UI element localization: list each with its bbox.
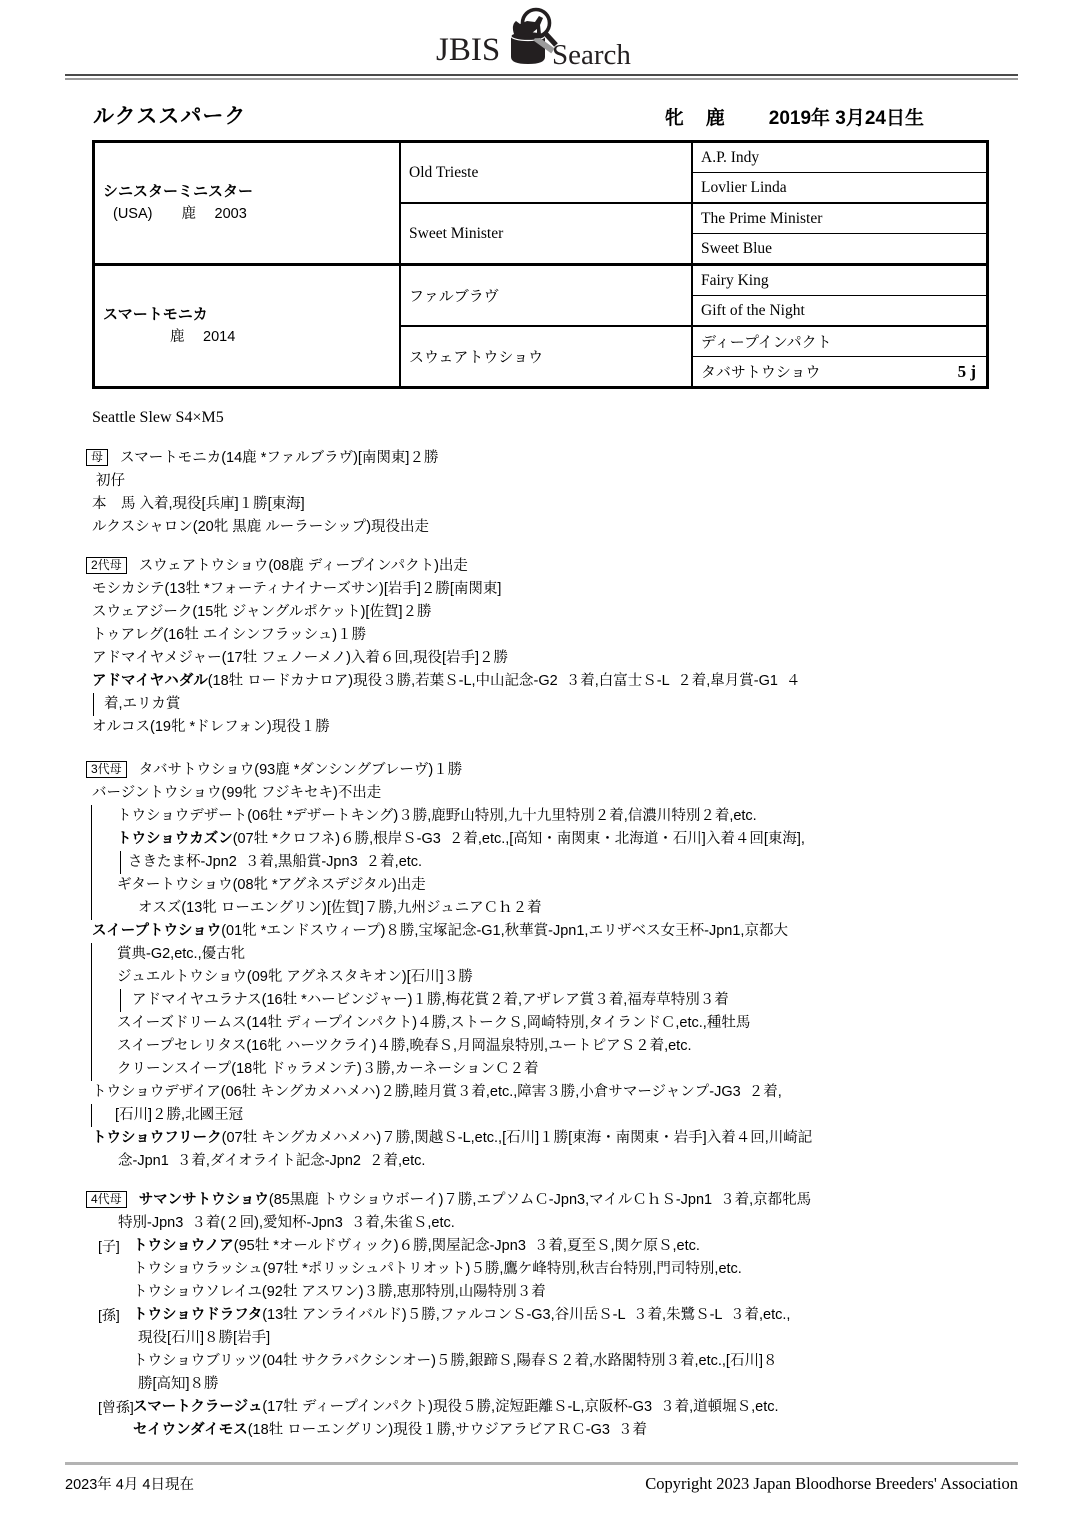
pedigree-line — [86, 1081, 1018, 1104]
line-text: オスズ(13牝 ローエングリン)[佐賀]７勝,九州ジュニアＣｈ２着 — [138, 900, 542, 916]
pedigree-line — [86, 759, 1018, 782]
pedigree-line — [86, 1212, 1018, 1235]
line-text: 本 馬 入着,現役[兵庫]１勝[東海] — [92, 496, 305, 512]
pedigree-line — [86, 1035, 1018, 1058]
page-footer — [65, 1462, 1018, 1494]
line-text: 賞典-G2,etc.,優古牝 — [117, 946, 246, 962]
pedigree-line — [86, 943, 1018, 966]
title-row — [93, 100, 990, 130]
granddam-group — [401, 325, 986, 386]
line-text: (07牡 *クロフネ)６勝,根岸Ｓ-G3 ２着,etc.,[高知・南関東・北海道・石川]入着４回[東海], — [232, 831, 805, 847]
horse-name-title: ルクススパーク — [93, 105, 247, 128]
relation-label: [子] — [98, 1238, 120, 1254]
tree-connector-bar — [91, 1012, 92, 1035]
pedigree-cell: ディープインパクト — [701, 334, 832, 351]
line-text: ルクスシャロン(20牝 黒鹿 ルーラーシップ)現役出走 — [92, 519, 430, 535]
pedigree-line — [86, 447, 1018, 470]
pedigree-line — [86, 1012, 1018, 1035]
dam-info: 鹿 2014 — [170, 329, 236, 345]
pedigree-line — [86, 670, 1018, 693]
line-text: [石川]２勝,北國王冠 — [115, 1107, 244, 1123]
tree-connector-bar — [91, 897, 92, 920]
line-text: モシカシテ(13牡 *フォーティナイナーズサン)[岩手]２勝[南関東] — [92, 581, 502, 597]
section-label: 4代母 — [86, 1191, 127, 1208]
section-mother — [86, 447, 1018, 539]
logo-jbis-text: JBIS — [436, 32, 501, 68]
horse-name-bold: スイープトウショウ — [92, 923, 222, 939]
birth-date: 2019年 3月24日生 — [768, 108, 924, 129]
horse-name-bold: トウショウカズン — [117, 831, 233, 847]
sire-info: (USA) 鹿 2003 — [113, 206, 247, 222]
line-text: アドマイヤユラナス(16牡 *ハービンジャー)１勝,梅花賞２着,アザレア賞３着,福寿草特別３着 — [132, 992, 729, 1008]
line-text: スイーズドリームス(14牡 ディープインパクト)４勝,ストークＳ,岡崎特別,タイランドＣ,etc.,種牡馬 — [117, 1015, 751, 1031]
tree-connector-bar — [91, 989, 92, 1012]
sire-name: シニスターミニスター — [103, 183, 254, 200]
horse-name-bold: スマートクラージュ — [133, 1399, 263, 1415]
pedigree-cell: Lovlier Linda — [701, 178, 787, 196]
pedigree-sections — [86, 447, 1018, 1442]
sire-block — [95, 143, 986, 263]
sex-label: 牝 — [664, 108, 684, 129]
inbreeding-note: Seattle Slew S4×M5 — [92, 409, 224, 426]
pedigree-cell: タバサトウショウ — [701, 364, 821, 381]
grandsire-group — [401, 143, 986, 202]
pedigree-cell-granddam: Sweet Minister — [401, 204, 693, 263]
pedigree-line — [86, 1373, 1018, 1396]
pedigree-line — [86, 1304, 1018, 1327]
line-text: (85黒鹿 トウショウボーイ)７勝,エプソムＣ-Jpn3,マイルＣｈＳ-Jpn1 ３着,京都牝馬 — [268, 1192, 812, 1208]
section-dam3 — [86, 759, 1018, 1173]
pedigree-line — [86, 1058, 1018, 1081]
pedigree-line — [86, 1127, 1018, 1150]
line-text: トウショウソレイユ(92牡 アスワン)３勝,恵那特別,山陽特別３着 — [133, 1284, 546, 1300]
pedigree-line — [86, 828, 1018, 851]
line-text: さきたま杯-Jpn2 ３着,黒船賞-Jpn3 ２着,etc. — [128, 854, 423, 870]
line-text: 現役[石川]８勝[岩手] — [138, 1330, 271, 1346]
jbis-logo-graphic — [434, 4, 649, 74]
horse-name-bold: サマンサトウショウ — [138, 1192, 269, 1208]
horse-name-bold: トウショウフリーク — [92, 1130, 222, 1146]
line-text: トウショウブリッツ(04牡 サクラバクシンオー)５勝,銀蹄Ｓ,陽春Ｓ２着,水路閣特別３着,etc.,[石川]８ — [133, 1353, 778, 1369]
line-text: 着,エリカ賞 — [104, 696, 181, 712]
pedigree-line — [86, 647, 1018, 670]
line-text: (01牝 *エンドスウィープ)８勝,宝塚記念-G1,秋華賞-Jpn1,エリザベス女王杯-Jpn1,京都大 — [221, 923, 788, 939]
pedigree-line — [86, 1104, 1018, 1127]
pedigree-line — [86, 1189, 1018, 1212]
relation-label: [曾孫] — [98, 1399, 134, 1415]
pedigree-line — [86, 1150, 1018, 1173]
horse-name-bold: トウショウノア — [133, 1238, 234, 1254]
pedigree-cell: Fairy King — [701, 271, 769, 289]
line-text: (17牡 ディープインパクト)現役５勝,淀短距離Ｓ-L,京阪杯-G3 ３着,道頓堀Ｓ,etc. — [262, 1399, 779, 1415]
tree-connector-bar — [91, 828, 92, 851]
pedigree-line — [86, 897, 1018, 920]
granddam-group — [401, 202, 986, 263]
line-text: トウショウデザート(06牡 *デザートキング)３勝,鹿野山特別,九十九里特別２着,信濃川特別２着,etc. — [117, 808, 757, 824]
line-text: ギタートウショウ(08牝 *アグネスデジタル)出走 — [117, 877, 426, 893]
section-label: 3代母 — [86, 761, 127, 778]
tree-connector-bar — [120, 989, 121, 1012]
sire-cell — [95, 143, 401, 263]
tree-connector-bar — [91, 1104, 92, 1127]
pedigree-cell: Gift of the Night — [701, 301, 805, 319]
pedigree-line — [86, 493, 1018, 516]
tree-connector-bar — [91, 943, 92, 966]
grandsire-group — [401, 266, 986, 325]
pedigree-line — [86, 782, 1018, 805]
line-text: (13牡 アンライバルド)５勝,ファルコンＳ-G3,谷川岳Ｓ-L ３着,朱鷺Ｓ-L ３着,etc., — [262, 1307, 791, 1323]
section-dam4 — [86, 1189, 1018, 1442]
pedigree-line — [86, 578, 1018, 601]
footer-copyright: Copyright 2023 Japan Bloodhorse Breeders' Association — [645, 1474, 1018, 1493]
pedigree-line — [86, 966, 1018, 989]
logo-search-text: Search — [552, 39, 631, 71]
pedigree-line — [86, 1419, 1018, 1442]
footer-date: 2023年 4月 4日現在 — [65, 1477, 194, 1493]
pedigree-cell-granddam: スウェアトウショウ — [401, 327, 693, 386]
line-text: ジュエルトウショウ(09牝 アグネスタキオン)[石川]３勝 — [117, 969, 473, 985]
line-text: トウショウラッシュ(97牡 *ポリッシュパトリオット)５勝,鷹ケ峰特別,秋吉台特別,門司特別,etc. — [133, 1261, 742, 1277]
line-text: (95牡 *オールドヴィック)６勝,関屋記念-Jpn3 ３着,夏至Ｓ,関ケ原Ｓ,etc. — [233, 1238, 700, 1254]
line-text: トゥアレグ(16牡 エイシンフラッシュ)１勝 — [92, 627, 367, 643]
pedigree-line — [86, 693, 1018, 716]
pedigree-line — [86, 1327, 1018, 1350]
line-text: クリーンスイープ(18牝 ドゥラメンテ)３勝,カーネーションＣ２着 — [117, 1061, 539, 1077]
line-text: 念-Jpn1 ３着,ダイオライト記念-Jpn2 ２着,etc. — [118, 1153, 426, 1169]
jbis-logo — [65, 0, 1018, 74]
horse-name-bold: セイウンダイモス — [133, 1422, 248, 1438]
section-label: 2代母 — [86, 557, 127, 574]
header-double-rule — [65, 74, 1018, 80]
line-text: 特別-Jpn3 ３着(２回),愛知杯-Jpn3 ３着,朱雀Ｓ,etc. — [118, 1215, 455, 1231]
line-text: スウェアトウショウ(08鹿 ディープインパクト)出走 — [138, 558, 468, 574]
pedigree-cell-grandsire: ファルブラヴ — [401, 266, 693, 325]
line-text: アドマイヤメジャー(17牡 フェノーメノ)入着６回,現役[岩手]２勝 — [92, 650, 508, 666]
pedigree-line — [86, 601, 1018, 624]
pedigree-line — [86, 851, 1018, 874]
dam-cell — [95, 266, 401, 386]
pedigree-line — [86, 1281, 1018, 1304]
line-text: スウェアジーク(15牝 ジャングルポケット)[佐賀]２勝 — [92, 604, 432, 620]
coat-label: 鹿 — [705, 108, 725, 129]
pedigree-line — [86, 989, 1018, 1012]
dam-name: スマートモニカ — [103, 306, 208, 323]
line-text: バージントウショウ(99牝 フジキセキ)不出走 — [92, 785, 382, 801]
pedigree-line — [86, 1396, 1018, 1419]
pedigree-line — [86, 555, 1018, 578]
line-text: (07牡 キングカメハメハ)７勝,関越Ｓ-L,etc.,[石川]１勝[東海・南関東・岩手]入着４回,川崎記 — [221, 1130, 813, 1146]
tree-connector-bar — [120, 851, 121, 874]
tree-connector-bar — [91, 874, 92, 897]
pedigree-cell: The Prime Minister — [701, 209, 823, 227]
pedigree-line — [86, 716, 1018, 739]
pedigree-line — [86, 516, 1018, 539]
pedigree-line — [86, 624, 1018, 647]
footer-rule — [65, 1462, 1018, 1465]
line-text: タバサトウショウ(93鹿 *ダンシングブレーヴ)１勝 — [138, 762, 463, 778]
tree-connector-bar — [91, 805, 92, 828]
line-text: (18牡 ロードカナロア)現役３勝,若葉Ｓ-L,中山記念-G2 ３着,白富士Ｓ-L ２着,皐月賞-G1 ４ — [207, 673, 801, 689]
relation-label: [孫] — [98, 1307, 120, 1323]
horse-name-bold: アドマイヤハダル — [92, 673, 208, 689]
family-number: 5 j — [957, 361, 976, 381]
pedigree-line — [86, 874, 1018, 897]
line-text: 初仔 — [96, 473, 125, 489]
pedigree-table — [92, 140, 989, 389]
tree-connector-bar — [93, 693, 94, 716]
pedigree-cell: Sweet Blue — [701, 239, 773, 257]
dam-block — [95, 263, 986, 386]
line-text: スマートモニカ(14鹿 *ファルブラヴ)[南関東]２勝 — [120, 450, 439, 466]
line-text: トウショウデザイア(06牡 キングカメハメハ)２勝,睦月賞３着,etc.,障害３勝,小倉サマージャンプ-JG3 ２着, — [92, 1084, 782, 1100]
tree-connector-bar — [91, 1058, 92, 1081]
tree-connector-bar — [91, 851, 92, 874]
pedigree-line — [86, 470, 1018, 493]
tree-connector-bar — [91, 1035, 92, 1058]
pedigree-line — [86, 1350, 1018, 1373]
line-text: オルコス(19牝 *ドレフォン)現役１勝 — [92, 719, 330, 735]
pedigree-line — [86, 1235, 1018, 1258]
line-text: (18牡 ローエングリン)現役１勝,サウジアラビアＲＣ-G3 ３着 — [247, 1422, 647, 1438]
section-dam2 — [86, 555, 1018, 739]
line-text: 勝[高知]８勝 — [138, 1376, 219, 1392]
tree-connector-bar — [91, 966, 92, 989]
section-label: 母 — [86, 449, 108, 466]
pedigree-line — [86, 805, 1018, 828]
horse-basic-info — [665, 103, 924, 130]
pedigree-cell-grandsire: Old Trieste — [401, 143, 693, 202]
pedigree-cell: A.P. Indy — [701, 148, 760, 166]
horse-name-bold: トウショウドラフタ — [133, 1307, 263, 1323]
pedigree-line — [86, 1258, 1018, 1281]
line-text: スイープセレリタス(16牝 ハーツクライ)４勝,晩春Ｓ,月岡温泉特別,ユートピアＳ２着,etc. — [117, 1038, 692, 1054]
pedigree-line — [86, 920, 1018, 943]
